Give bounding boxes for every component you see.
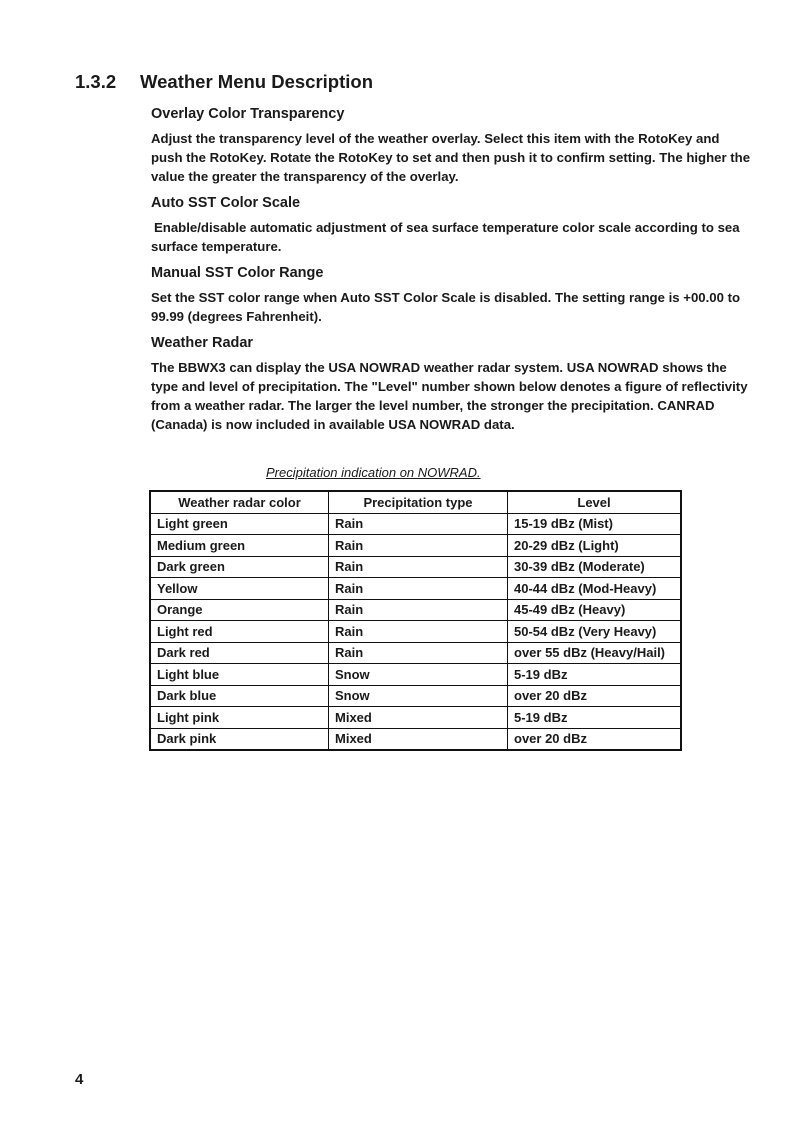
- item-manual-sst-color-range: [151, 265, 751, 326]
- table-row: [150, 599, 681, 621]
- section-title: Weather Menu Description: [140, 71, 374, 92]
- item-overlay-color-transparency: [151, 106, 751, 186]
- cell-type: Rain: [329, 556, 508, 578]
- item-heading: Overlay Color Transparency: [151, 106, 345, 122]
- item-weather-radar: [151, 335, 751, 434]
- cell-color: Dark blue: [150, 685, 329, 707]
- cell-color: Light blue: [150, 664, 329, 686]
- item-text: Set the SST color range when Auto SST Color Scale is disabled. The setting range is +00.00 to 99.99 (degrees Fahrenheit).: [151, 290, 741, 324]
- table-row: [150, 728, 681, 750]
- table-caption: Precipitation indication on NOWRAD.: [266, 465, 481, 480]
- cell-type: Rain: [329, 578, 508, 600]
- table-row: [150, 642, 681, 664]
- item-heading: Weather Radar: [151, 335, 254, 351]
- cell-level: 30-39 dBz (Moderate): [508, 556, 682, 578]
- cell-type: Mixed: [329, 728, 508, 750]
- table-row: [150, 578, 681, 600]
- precipitation-table: [149, 490, 682, 751]
- item-text: Adjust the transparency level of the weather overlay. Select this item with the RotoKey and push the RotoKey. Rotate the RotoKey to set and then push it to confirm setting. The higher the value the greater the transparency of the overlay.: [151, 131, 751, 184]
- cell-type: Rain: [329, 599, 508, 621]
- item-auto-sst-color-scale: [151, 195, 751, 256]
- item-heading: Manual SST Color Range: [151, 265, 324, 281]
- cell-level: over 20 dBz: [508, 685, 682, 707]
- cell-level: over 20 dBz: [508, 728, 682, 750]
- cell-level: 50-54 dBz (Very Heavy): [508, 621, 682, 643]
- table-row: [150, 535, 681, 557]
- table-row: [150, 707, 681, 729]
- cell-type: Mixed: [329, 707, 508, 729]
- cell-color: Light green: [150, 513, 329, 535]
- cell-color: Medium green: [150, 535, 329, 557]
- cell-type: Rain: [329, 513, 508, 535]
- cell-color: Dark red: [150, 642, 329, 664]
- cell-type: Rain: [329, 621, 508, 643]
- table-row: [150, 556, 681, 578]
- header-cell-level: Level: [508, 491, 682, 513]
- cell-level: 45-49 dBz (Heavy): [508, 599, 682, 621]
- table-row: [150, 685, 681, 707]
- cell-color: Yellow: [150, 578, 329, 600]
- cell-type: Snow: [329, 664, 508, 686]
- header-cell-type: Precipitation type: [329, 491, 508, 513]
- cell-level: 5-19 dBz: [508, 707, 682, 729]
- item-heading: Auto SST Color Scale: [151, 195, 301, 211]
- cell-color: Dark green: [150, 556, 329, 578]
- item-text: Enable/disable automatic adjustment of sea surface temperature color scale according to sea surface temperature.: [151, 220, 740, 254]
- header-cell-color: Weather radar color: [150, 491, 329, 513]
- cell-level: 15-19 dBz (Mist): [508, 513, 682, 535]
- table-header-row: [150, 491, 681, 513]
- cell-color: Orange: [150, 599, 329, 621]
- cell-color: Light pink: [150, 707, 329, 729]
- page-number: 4: [75, 1071, 84, 1088]
- section-body: [151, 106, 751, 443]
- cell-level: 5-19 dBz: [508, 664, 682, 686]
- cell-level: 40-44 dBz (Mod-Heavy): [508, 578, 682, 600]
- cell-level: 20-29 dBz (Light): [508, 535, 682, 557]
- table-row: [150, 513, 681, 535]
- cell-type: Rain: [329, 642, 508, 664]
- section-number: 1.3.2: [75, 71, 117, 92]
- cell-type: Snow: [329, 685, 508, 707]
- item-text: The BBWX3 can display the USA NOWRAD weather radar system. USA NOWRAD shows the type and level of precipitation. The "Level" number shown below denotes a figure of reflectivity from a weather radar. The larger the level number, the stronger the precipitation. CANRAD (Canada) is now included in available USA NOWRAD data.: [151, 360, 748, 432]
- table-row: [150, 664, 681, 686]
- cell-type: Rain: [329, 535, 508, 557]
- table-row: [150, 621, 681, 643]
- cell-level: over 55 dBz (Heavy/Hail): [508, 642, 682, 664]
- cell-color: Light red: [150, 621, 329, 643]
- cell-color: Dark pink: [150, 728, 329, 750]
